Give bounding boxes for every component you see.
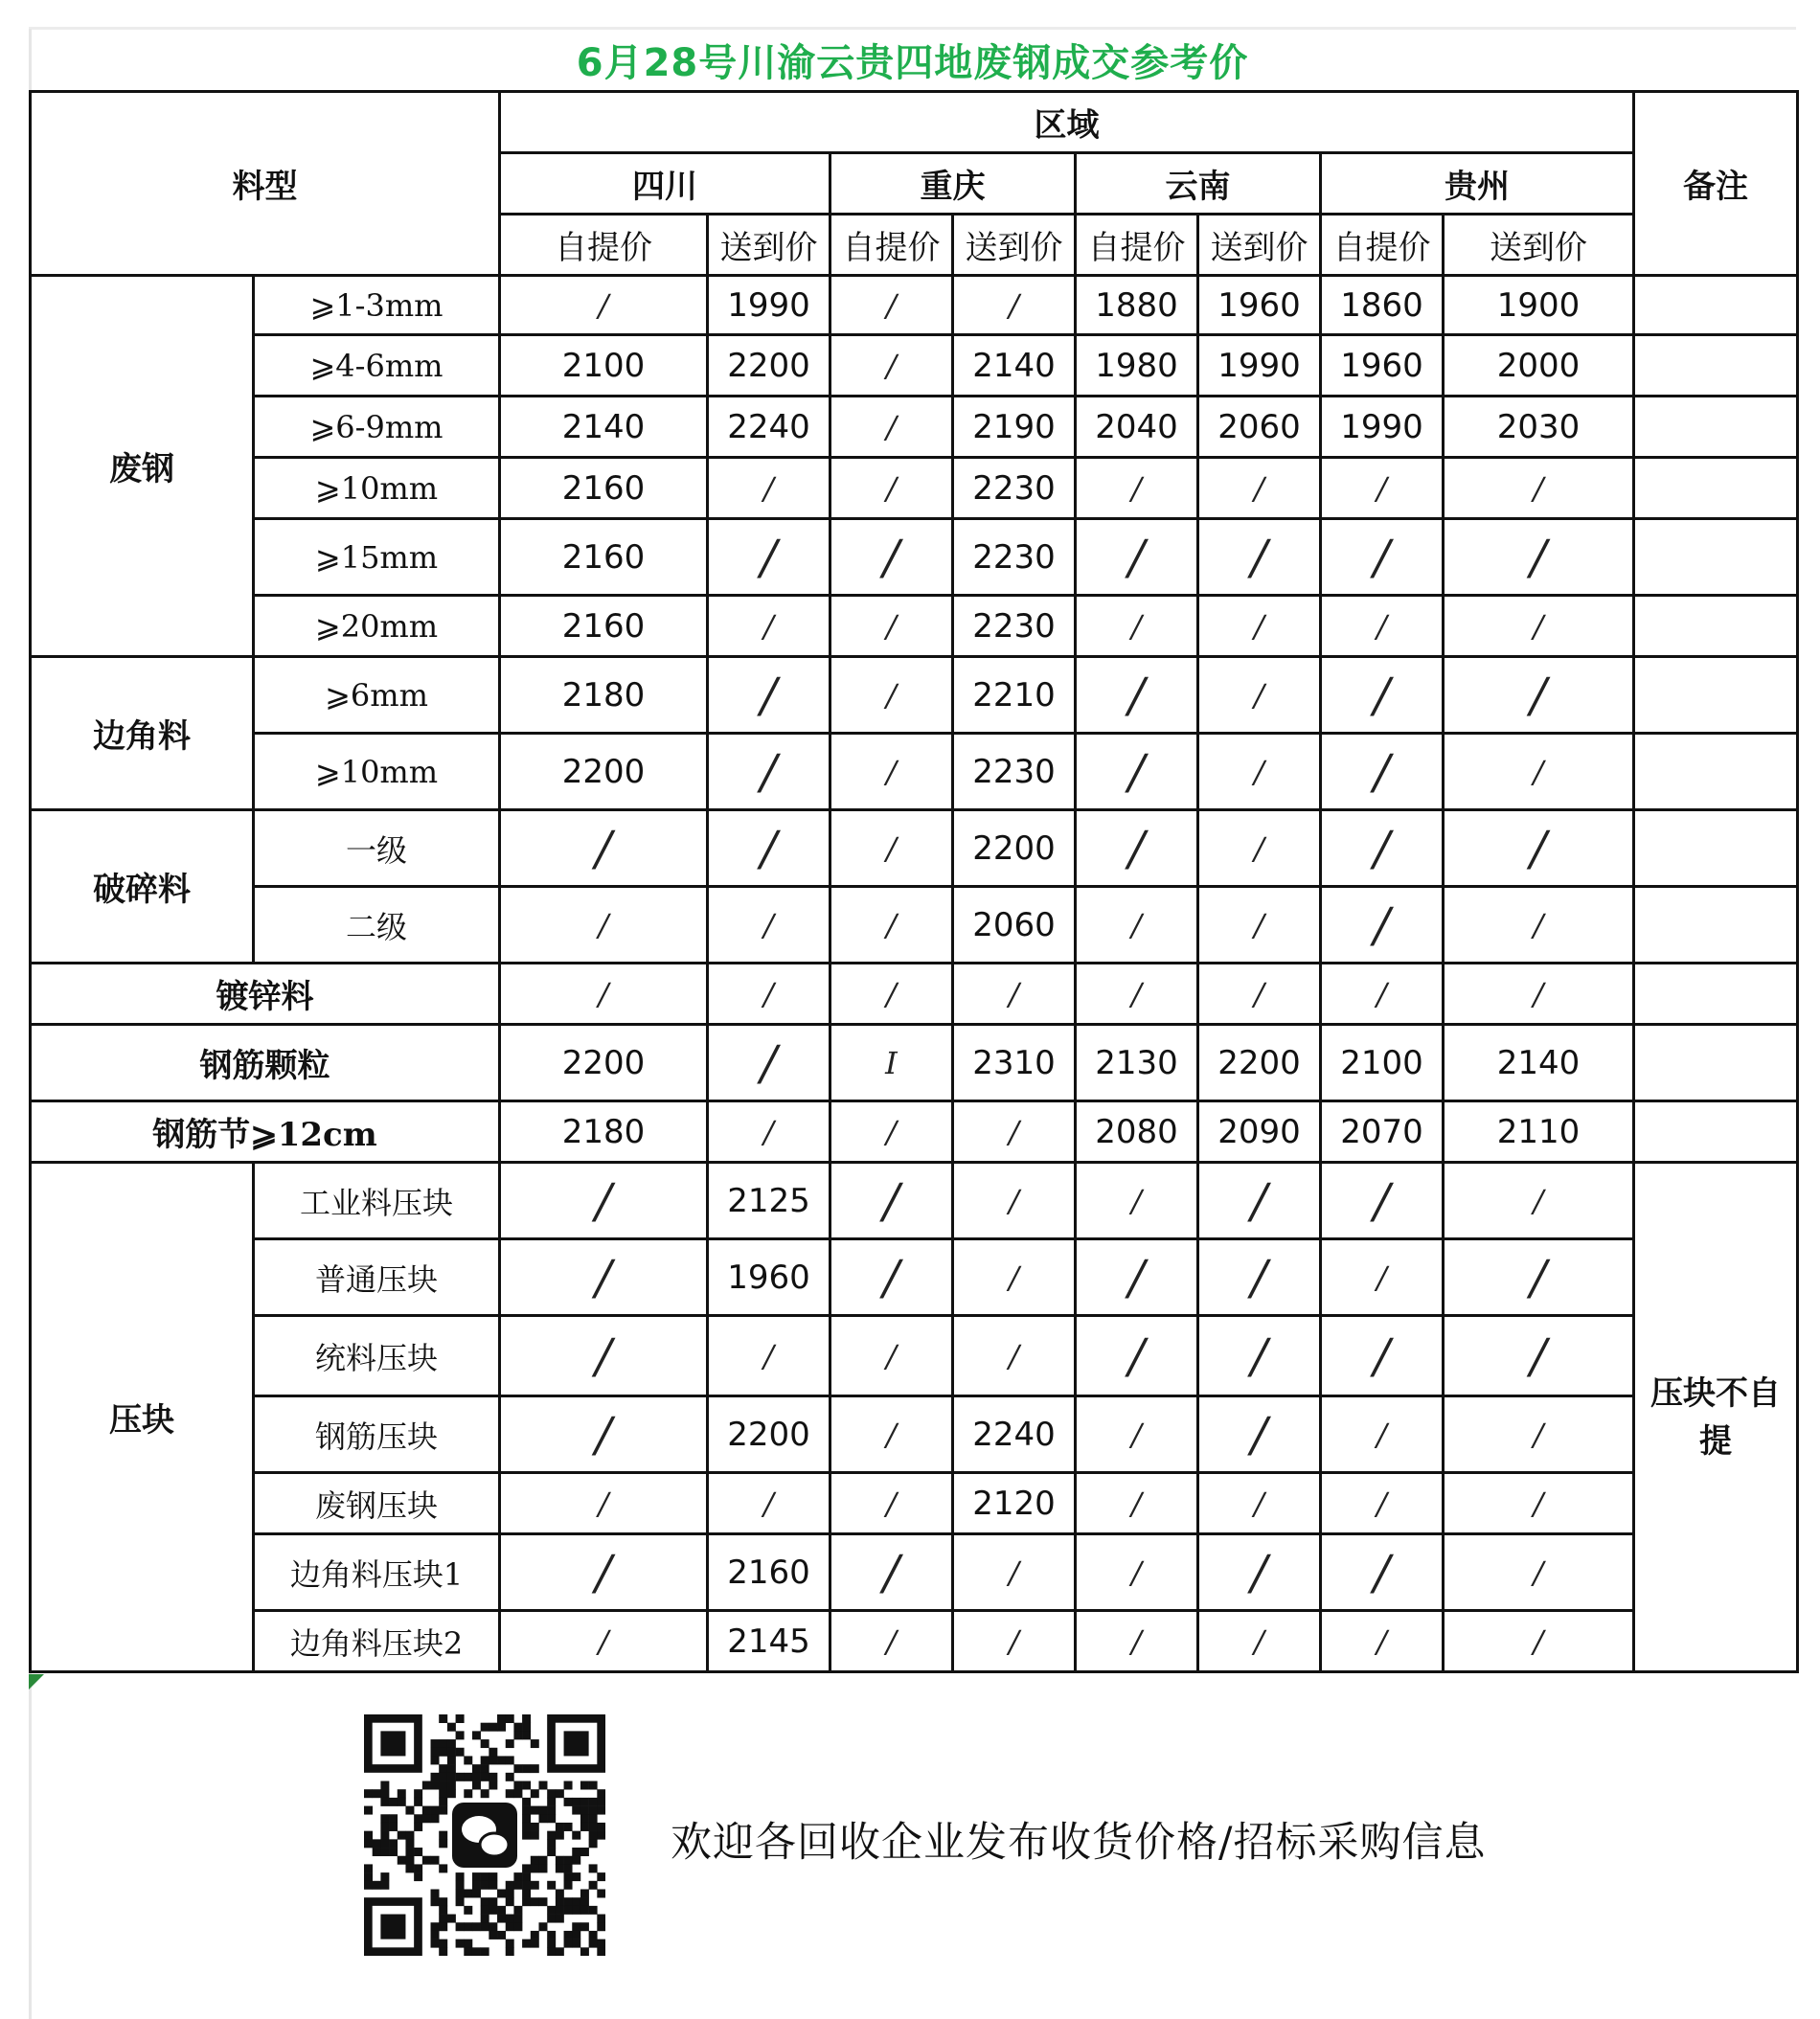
empty-price-cell: / xyxy=(1076,596,1198,657)
price-cell: 2160 xyxy=(708,1534,830,1611)
price-cell: 2190 xyxy=(953,397,1076,458)
region-chongqing: 重庆 xyxy=(830,153,1076,215)
empty-price-cell: / xyxy=(1198,1239,1321,1316)
price-cell: 1960 xyxy=(708,1239,830,1316)
table-row xyxy=(31,810,1798,887)
price-type-header: 送到价 xyxy=(1444,215,1634,276)
price-cell: 2230 xyxy=(953,596,1076,657)
empty-price-cell: / xyxy=(830,458,953,519)
empty-price-cell: / xyxy=(830,1239,953,1316)
empty-price-cell: / xyxy=(1321,1163,1444,1239)
price-type-header: 自提价 xyxy=(500,215,708,276)
empty-price-cell: / xyxy=(500,1611,708,1672)
empty-price-cell: / xyxy=(1321,458,1444,519)
price-cell: 1990 xyxy=(1321,397,1444,458)
empty-price-cell: / xyxy=(708,1025,830,1101)
price-cell: 2000 xyxy=(1444,335,1634,397)
empty-price-cell: / xyxy=(708,657,830,734)
group-label-feigang: 废钢 xyxy=(31,276,254,657)
empty-price-cell: / xyxy=(1076,1396,1198,1473)
empty-price-cell: / xyxy=(1198,458,1321,519)
empty-price-cell: / xyxy=(830,519,953,596)
empty-price-cell: / xyxy=(708,519,830,596)
empty-price-cell: / xyxy=(953,1611,1076,1672)
price-cell: 2200 xyxy=(708,1396,830,1473)
empty-price-cell: / xyxy=(708,810,830,887)
price-cell: 2200 xyxy=(500,734,708,810)
empty-price-cell: / xyxy=(500,964,708,1025)
region-guizhou: 贵州 xyxy=(1321,153,1634,215)
price-cell: 2110 xyxy=(1444,1101,1634,1163)
empty-price-cell: / xyxy=(830,1611,953,1672)
empty-price-cell: / xyxy=(1444,1239,1634,1316)
price-cell: 2310 xyxy=(953,1025,1076,1101)
price-cell: 2120 xyxy=(953,1473,1076,1534)
empty-price-cell: / xyxy=(953,1239,1076,1316)
spec-label: ⩾6-9mm xyxy=(254,397,500,458)
empty-price-cell: / xyxy=(500,1534,708,1611)
spec-label: 边角料压块1 xyxy=(254,1534,500,1611)
table-row xyxy=(31,1534,1798,1611)
empty-price-cell: / xyxy=(830,596,953,657)
note-header: 备注 xyxy=(1634,92,1798,276)
price-cell: 2180 xyxy=(500,657,708,734)
empty-price-cell: / xyxy=(500,276,708,335)
spec-label: 工业料压块 xyxy=(254,1163,500,1239)
empty-price-cell: / xyxy=(1198,1163,1321,1239)
empty-price-cell: / xyxy=(830,1163,953,1239)
price-cell: 2145 xyxy=(708,1611,830,1672)
price-type-header: 自提价 xyxy=(1321,215,1444,276)
material-type-header: 料型 xyxy=(31,92,500,276)
spec-label: 镀锌料 xyxy=(31,964,500,1025)
empty-price-cell: / xyxy=(500,887,708,964)
empty-price-cell: / xyxy=(708,734,830,810)
empty-price-cell: / xyxy=(1076,887,1198,964)
empty-price-cell: / xyxy=(1076,964,1198,1025)
empty-price-cell: / xyxy=(1198,657,1321,734)
empty-price-cell: / xyxy=(1444,810,1634,887)
empty-price-cell: / xyxy=(1444,1473,1634,1534)
empty-price-cell: / xyxy=(830,276,953,335)
table-row xyxy=(31,276,1798,335)
region-yunnan: 云南 xyxy=(1076,153,1321,215)
group-label-posui: 破碎料 xyxy=(31,810,254,964)
empty-price-cell: / xyxy=(1444,1611,1634,1672)
empty-price-cell: / xyxy=(1321,1239,1444,1316)
table-row xyxy=(31,964,1798,1025)
spec-label: 二级 xyxy=(254,887,500,964)
price-cell: 2125 xyxy=(708,1163,830,1239)
empty-price-cell: / xyxy=(1076,1611,1198,1672)
empty-price-cell: / xyxy=(1321,810,1444,887)
region-sichuan: 四川 xyxy=(500,153,830,215)
empty-price-cell: / xyxy=(830,1316,953,1396)
empty-price-cell: / xyxy=(1321,1473,1444,1534)
spec-label: 普通压块 xyxy=(254,1239,500,1316)
empty-price-cell: / xyxy=(1198,1534,1321,1611)
empty-price-cell: / xyxy=(500,1316,708,1396)
price-cell: 2240 xyxy=(708,397,830,458)
price-cell: 2100 xyxy=(1321,1025,1444,1101)
table-row xyxy=(31,887,1798,964)
empty-price-cell: / xyxy=(500,1396,708,1473)
empty-price-cell: / xyxy=(1444,887,1634,964)
region-header: 区域 xyxy=(500,92,1634,153)
empty-price-cell: / xyxy=(953,1534,1076,1611)
spec-label: ⩾1-3mm xyxy=(254,276,500,335)
empty-price-cell: / xyxy=(1198,1396,1321,1473)
price-cell: 1900 xyxy=(1444,276,1634,335)
empty-price-cell: / xyxy=(708,1316,830,1396)
empty-price-cell: / xyxy=(1321,1316,1444,1396)
price-cell: 2180 xyxy=(500,1101,708,1163)
empty-price-cell: / xyxy=(830,734,953,810)
empty-price-cell: / xyxy=(830,1473,953,1534)
price-cell: 2100 xyxy=(500,335,708,397)
empty-price-cell: / xyxy=(1076,1534,1198,1611)
empty-price-cell: / xyxy=(1076,657,1198,734)
price-cell: 2200 xyxy=(953,810,1076,887)
empty-price-cell: / xyxy=(1321,1534,1444,1611)
price-cell: 2060 xyxy=(1198,397,1321,458)
chat-bubble-icon xyxy=(480,1833,509,1856)
price-cell: 1960 xyxy=(1321,335,1444,397)
footer-text: 欢迎各回收企业发布收货价格/招标采购信息 xyxy=(671,1819,1487,1867)
empty-price-cell: / xyxy=(1444,1396,1634,1473)
empty-price-cell: / xyxy=(1321,964,1444,1025)
note-cell xyxy=(1634,887,1798,964)
price-cell: 2070 xyxy=(1321,1101,1444,1163)
note-cell xyxy=(1634,596,1798,657)
spec-label: ⩾10mm xyxy=(254,458,500,519)
price-cell: 2160 xyxy=(500,596,708,657)
empty-price-cell: / xyxy=(1076,734,1198,810)
group-label-yakuai: 压块 xyxy=(31,1163,254,1672)
empty-price-cell: / xyxy=(500,1239,708,1316)
empty-price-cell: / xyxy=(1076,810,1198,887)
table-row xyxy=(31,1611,1798,1672)
empty-price-cell: / xyxy=(1198,1611,1321,1672)
price-type-header: 自提价 xyxy=(1076,215,1198,276)
price-cell: 2230 xyxy=(953,519,1076,596)
empty-price-cell: / xyxy=(1444,519,1634,596)
empty-price-cell: / xyxy=(1321,596,1444,657)
price-cell: 2230 xyxy=(953,458,1076,519)
empty-price-cell: / xyxy=(953,1101,1076,1163)
empty-price-cell: / xyxy=(708,458,830,519)
spec-label: 钢筋压块 xyxy=(254,1396,500,1473)
empty-price-cell: / xyxy=(1076,1163,1198,1239)
note-cell xyxy=(1634,1101,1798,1163)
spec-label: 一级 xyxy=(254,810,500,887)
empty-price-cell: / xyxy=(1198,964,1321,1025)
empty-price-cell: / xyxy=(830,1101,953,1163)
price-cell: 2200 xyxy=(1198,1025,1321,1101)
empty-price-cell: / xyxy=(830,335,953,397)
price-cell: 2200 xyxy=(500,1025,708,1101)
note-cell xyxy=(1634,734,1798,810)
note-cell xyxy=(1634,335,1798,397)
table-row xyxy=(31,458,1798,519)
spec-label: 统料压块 xyxy=(254,1316,500,1396)
price-cell: 1990 xyxy=(708,276,830,335)
top-rule xyxy=(29,27,1796,30)
empty-price-cell: / xyxy=(1321,887,1444,964)
empty-price-cell: / xyxy=(1444,964,1634,1025)
price-cell: 1880 xyxy=(1076,276,1198,335)
empty-price-cell: / xyxy=(1198,887,1321,964)
empty-price-cell: / xyxy=(830,1396,953,1473)
table-row xyxy=(31,397,1798,458)
empty-price-cell: / xyxy=(830,1534,953,1611)
price-cell: 2160 xyxy=(500,519,708,596)
note-cell xyxy=(1634,519,1798,596)
empty-price-cell: / xyxy=(830,397,953,458)
empty-price-cell: / xyxy=(1444,657,1634,734)
empty-price-cell: / xyxy=(1076,458,1198,519)
spec-label: ⩾10mm xyxy=(254,734,500,810)
price-cell: 2080 xyxy=(1076,1101,1198,1163)
empty-price-cell: / xyxy=(708,596,830,657)
price-cell: 2130 xyxy=(1076,1025,1198,1101)
group-label-bianjiao: 边角料 xyxy=(31,657,254,810)
price-cell: 2040 xyxy=(1076,397,1198,458)
price-cell: 2060 xyxy=(953,887,1076,964)
spec-label: 钢筋节⩾12cm xyxy=(31,1101,500,1163)
price-cell: 2240 xyxy=(953,1396,1076,1473)
price-cell: 2090 xyxy=(1198,1101,1321,1163)
yakuai-note: 压块不自提 xyxy=(1634,1163,1798,1672)
table-row xyxy=(31,1239,1798,1316)
price-type-header: 送到价 xyxy=(708,215,830,276)
empty-price-cell: / xyxy=(1076,1473,1198,1534)
price-cell: 2230 xyxy=(953,734,1076,810)
price-type-header: 送到价 xyxy=(1198,215,1321,276)
table-row xyxy=(31,1316,1798,1396)
empty-price-cell: / xyxy=(1198,734,1321,810)
empty-price-cell: / xyxy=(1321,1396,1444,1473)
wechat-qr-code-icon xyxy=(364,1714,605,1956)
empty-price-cell: / xyxy=(1321,734,1444,810)
price-cell: 2030 xyxy=(1444,397,1634,458)
price-cell: 2200 xyxy=(708,335,830,397)
empty-price-cell: / xyxy=(1444,1534,1634,1611)
price-cell: 2140 xyxy=(500,397,708,458)
spec-label: ⩾4-6mm xyxy=(254,335,500,397)
spec-label: ⩾6mm xyxy=(254,657,500,734)
empty-price-cell: / xyxy=(708,1101,830,1163)
note-cell xyxy=(1634,964,1798,1025)
note-cell xyxy=(1634,810,1798,887)
empty-price-cell: / xyxy=(830,810,953,887)
note-cell xyxy=(1634,657,1798,734)
empty-price-cell: / xyxy=(500,1163,708,1239)
price-cell: 1960 xyxy=(1198,276,1321,335)
note-cell xyxy=(1634,458,1798,519)
empty-price-cell: / xyxy=(953,964,1076,1025)
empty-price-cell: / xyxy=(1198,1316,1321,1396)
empty-price-cell: / xyxy=(1198,810,1321,887)
spec-label: ⩾20mm xyxy=(254,596,500,657)
note-cell xyxy=(1634,1025,1798,1101)
empty-price-cell: / xyxy=(1076,1316,1198,1396)
table-row xyxy=(31,657,1798,734)
spec-label: ⩾15mm xyxy=(254,519,500,596)
empty-price-cell: / xyxy=(1076,519,1198,596)
empty-price-cell: / xyxy=(1444,596,1634,657)
empty-price-cell: / xyxy=(1198,596,1321,657)
empty-price-cell: / xyxy=(1076,1239,1198,1316)
price-table xyxy=(29,90,1799,1673)
empty-price-cell: / xyxy=(708,964,830,1025)
empty-price-cell: / xyxy=(1321,657,1444,734)
empty-price-cell: / xyxy=(1198,1473,1321,1534)
table-row xyxy=(31,1101,1798,1163)
note-cell xyxy=(1634,276,1798,335)
empty-price-cell: / xyxy=(500,810,708,887)
price-cell: 2140 xyxy=(953,335,1076,397)
empty-price-cell: / xyxy=(1444,1163,1634,1239)
price-cell: 2210 xyxy=(953,657,1076,734)
empty-price-cell: / xyxy=(830,657,953,734)
empty-price-cell: / xyxy=(953,276,1076,335)
note-cell xyxy=(1634,397,1798,458)
empty-price-cell: / xyxy=(830,964,953,1025)
price-cell: 2160 xyxy=(500,458,708,519)
spec-label: 钢筋颗粒 xyxy=(31,1025,500,1101)
empty-price-cell: / xyxy=(708,1473,830,1534)
empty-price-cell: I xyxy=(830,1025,953,1101)
corner-marker xyxy=(29,1674,44,1690)
page-title: 6月28号川渝云贵四地废钢成交参考价 xyxy=(576,41,1249,85)
table-row xyxy=(31,335,1798,397)
table-row xyxy=(31,1163,1798,1239)
table-row xyxy=(31,1025,1798,1101)
empty-price-cell: / xyxy=(953,1163,1076,1239)
empty-price-cell: / xyxy=(1321,1611,1444,1672)
price-cell: 1990 xyxy=(1198,335,1321,397)
empty-price-cell: / xyxy=(500,1473,708,1534)
table-row xyxy=(31,596,1798,657)
price-type-header: 自提价 xyxy=(830,215,953,276)
table-row xyxy=(31,1396,1798,1473)
empty-price-cell: / xyxy=(1198,519,1321,596)
empty-price-cell: / xyxy=(1444,1316,1634,1396)
empty-price-cell: / xyxy=(1444,458,1634,519)
price-type-header: 送到价 xyxy=(953,215,1076,276)
spec-label: 边角料压块2 xyxy=(254,1611,500,1672)
empty-price-cell: / xyxy=(830,887,953,964)
empty-price-cell: / xyxy=(953,1316,1076,1396)
table-row xyxy=(31,519,1798,596)
table-row xyxy=(31,734,1798,810)
price-cell: 2140 xyxy=(1444,1025,1634,1101)
empty-price-cell: / xyxy=(1444,734,1634,810)
empty-price-cell: / xyxy=(1321,519,1444,596)
price-cell: 1980 xyxy=(1076,335,1198,397)
table-row xyxy=(31,1473,1798,1534)
empty-price-cell: / xyxy=(708,887,830,964)
spec-label: 废钢压块 xyxy=(254,1473,500,1534)
price-cell: 1860 xyxy=(1321,276,1444,335)
